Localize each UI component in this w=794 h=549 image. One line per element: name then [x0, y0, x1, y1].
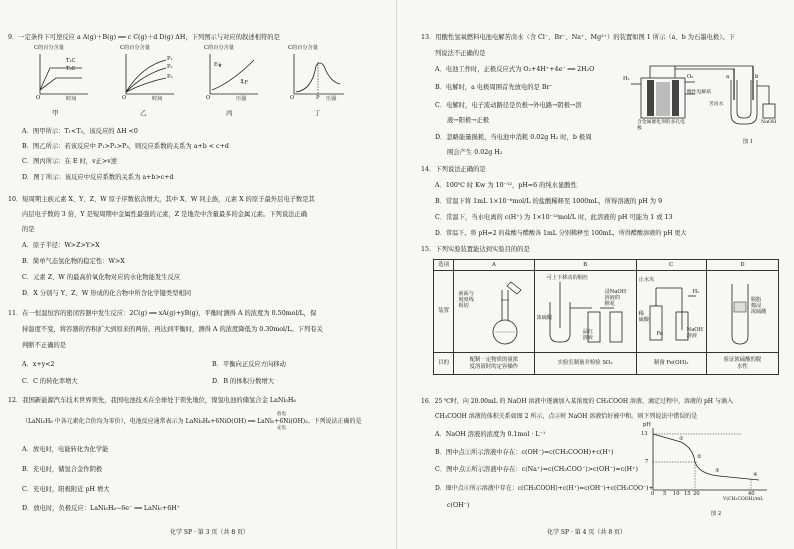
curve-label: T₁C — [66, 58, 76, 64]
table-header: B — [534, 260, 636, 271]
graph-jia-svg — [36, 52, 92, 102]
q9-option-b: B．图乙所示：若该反应中 P₁>P₂>P₃，则反应系数的关系为 a+b < c+d — [22, 143, 229, 150]
q13-option-d-cont: 围会产生 0.02g H₂ — [447, 149, 503, 156]
graph-title: C的百分含量 — [120, 45, 150, 51]
q10-stem-line: 内层电子数的 3 倍，Y 是短周期中金属性最强的元素，Z 是地壳中含量最多的金属元素。下列说法正确 — [22, 211, 308, 218]
fig2-xtick: 15 — [684, 491, 691, 497]
q16-option-d: D．图中点④所示溶液中存在：c(CH₃COOH)+c(H⁺)=c(OH⁻)+c(CH₃COO⁻)+ — [435, 485, 654, 492]
device-c-label: 硫酸 — [638, 317, 650, 323]
row-label-purpose: 目的 — [434, 353, 454, 375]
fig2-point: ④ — [753, 472, 758, 478]
q14-stem: 14．下列说法正确的是 — [421, 166, 486, 173]
q14-option-b: B．常温下将 1mL 1×10⁻⁶mol/L 的盐酸稀释至 1000mL，所得溶液的 pH 为 9 — [435, 198, 663, 205]
q9-graph-bing — [206, 44, 262, 102]
device-a-label: 刻度线 — [458, 297, 474, 303]
purpose-d — [706, 353, 778, 375]
graph-name: 丁 — [314, 109, 321, 117]
device-b-label: 溶液 — [582, 335, 593, 341]
q16-option-d-cont: c(OH⁻) — [447, 502, 470, 509]
q9-graph-jia — [36, 44, 92, 102]
graph-name: 甲 — [52, 109, 59, 117]
purpose-line: 配制一定物质的量浓 — [469, 356, 519, 363]
fig2-xlabel: V(CH₃COOH)/mL — [723, 497, 764, 502]
curve-label: P₃ — [167, 74, 173, 80]
fig1-brine: 苦卤水 — [709, 102, 724, 107]
fig2-point: ③ — [715, 468, 720, 474]
device-c-label: NaOH — [686, 327, 704, 333]
q10-stem-line: 的是 — [22, 226, 35, 233]
origin-label: O — [290, 95, 295, 101]
device-c-cell — [636, 271, 706, 353]
q10-stem-line: 10．短周期主族元素 X、Y、Z、W 原子序数依次增大，其中 X、W 同主族，元素 X 的原子最外层电子数是其 — [8, 196, 315, 203]
q11-stem-line: 判断不正确的是 — [22, 342, 67, 349]
purpose-b — [534, 353, 636, 375]
q9-graph-yi — [122, 44, 178, 102]
q11-stem-line: 11．在一恒温恒容的密闭容器中发生反应：2C(g) ══ xA(g)+yB(g)，平衡时测得 A 的浓度为 0.50mol/L，保 — [8, 310, 317, 317]
device-d-label: 棉浸 — [750, 303, 762, 309]
point-label: E+ — [214, 62, 223, 68]
q13-figure-1 — [623, 60, 783, 148]
page-footer-right: 化学 SP · 第 4 页（共 8 页） — [547, 529, 627, 536]
fig2-xtick: 5 — [663, 491, 667, 497]
graph-bing-svg — [206, 52, 262, 102]
q12-option-d: D．放电时，负极反应：LaNi₅H₆−6e⁻ ══ LaNi₅+6H⁺ — [22, 505, 181, 512]
q16-option-b: B．图中点①所示溶液中存在：c(OH⁻)=c(CH₃COOH)+c(H⁺) — [435, 449, 614, 456]
purpose-line: 验证浓硫酸的脱 — [723, 356, 762, 363]
device-c-label: 稀 — [638, 311, 644, 317]
q13-stem-line: 13．用酸性氢氧燃料电池电解苦卤水（含 Cl⁻、Br⁻、Na⁺、Mg²⁺）的装置如图 1 所示（a、b 为石墨电极）。下 — [421, 34, 735, 41]
fig1-o2: O₂ — [687, 74, 694, 80]
fig2-caption: 图 2 — [711, 511, 722, 517]
q13-option-b: B．电解时，a 电极周围首先放电的是 Br⁻ — [435, 84, 553, 91]
device-c-label: 止水夹 — [638, 277, 655, 283]
device-c-label: H₂ — [692, 289, 700, 295]
eq-label-charge: 充电 — [277, 426, 286, 431]
fig1-electrolyte: 酸性电解质 — [687, 90, 711, 95]
purpose-a — [454, 353, 534, 375]
graph-name: 丙 — [226, 109, 233, 117]
x-axis-label: 压强 — [236, 96, 247, 102]
fig1-porous-electrode: 含金属催化剂的多孔电极 — [637, 120, 685, 131]
q16-stem-line: 16．25 ℃时，向 20.00mL 的 NaOH 溶液中逐滴加入某浓度的 CH₃COOH 溶液，滴定过程中，溶液的 pH 与滴入 — [421, 398, 733, 405]
q9-option-a: A．图甲所示：T₁<T₂，该反应的 ΔH <0 — [22, 128, 138, 135]
fig2-xtick: 10 — [673, 491, 680, 497]
table-header: 选项 — [434, 260, 454, 271]
device-a-label: 相切 — [458, 303, 469, 309]
device-b-label: 品红 — [582, 329, 593, 335]
table-header: A — [454, 260, 534, 271]
fig1-naoh: NaOH — [761, 120, 777, 125]
right-page — [397, 0, 794, 549]
q13-option-a: A．电池工作时，正极反应式为 O₂+4H⁺+4e⁻ ══ 2H₂O — [435, 66, 595, 73]
fig2-ylabel: pH — [643, 422, 651, 428]
device-b-cell — [534, 271, 636, 353]
origin-label: O — [122, 95, 127, 101]
q10-option-a: A．原子半径：W>Z>Y>X — [22, 242, 100, 249]
q11-stem-line: 持温度不变，将容器的容积扩大到原来的两倍，再达到平衡时，测得 A 的浓度降低为 0.30mol/L。下列有关 — [22, 326, 323, 333]
q12-option-b: B．充电时，储氢合金作阴极 — [22, 466, 103, 473]
q11-option-c: C．C 的转化率增大 — [22, 378, 78, 385]
fig2-ymid: 7 — [645, 459, 649, 465]
fig1-h2: H₂ — [623, 76, 630, 82]
q14-option-c: C．常温下，当水电离的 c(H⁺) 为 1×10⁻¹³mol/L 时，此溶液的 pH 可能为 1 或 13 — [435, 214, 673, 221]
curve-label: T₂C — [66, 66, 76, 72]
q14-option-a: A．100℃ 时 Kw 为 10⁻¹²，pH=6 的纯水显酸性 — [435, 182, 577, 189]
device-b-label: 浸NaOH — [604, 289, 627, 295]
device-b-label: 溶液的 — [604, 295, 621, 301]
device-c-label: 溶液 — [686, 333, 698, 339]
device-a-svg — [455, 272, 531, 352]
fig2-xtick: 40 — [748, 491, 755, 497]
device-a-cell — [454, 271, 534, 353]
q11-option-a: A．x+y<2 — [22, 361, 55, 368]
purpose-c — [636, 353, 706, 375]
curve-label: P₁ — [167, 56, 173, 62]
fig1-a: a — [726, 74, 730, 80]
x-axis-label: 时间 — [152, 96, 163, 102]
purpose-line: 度溶液时的定容操作 — [469, 363, 519, 370]
q10-option-b: B．简单气态氢化物的稳定性：W>X — [22, 258, 125, 265]
fig2-xtick: 0 — [651, 491, 655, 497]
q13-stem-line: 列说法不正确的是 — [435, 50, 486, 57]
point-label: +F — [240, 80, 248, 86]
fig2-ytop: 13 — [641, 431, 648, 437]
fig1-b: b — [755, 74, 759, 80]
device-a-label: 液面与 — [458, 291, 474, 297]
device-b-label: 浓硫酸 — [536, 315, 553, 321]
q15-stem: 15．下列实验装置能达到实验目的的是 — [421, 246, 530, 253]
x-axis-label: 压强 — [326, 96, 337, 102]
table-header: C — [636, 260, 706, 271]
fig2-point: ① — [679, 436, 684, 442]
graph-title: C的百分含量 — [34, 45, 64, 51]
q9-option-d: D．图丁所示：该反应中反应系数的关系为 a+b>c+d — [22, 174, 174, 181]
origin-label: O — [206, 95, 211, 101]
table-header: D — [706, 260, 778, 271]
p-label: P — [316, 95, 320, 101]
device-c-label: Fe — [656, 331, 664, 337]
q12-option-c: C．充电时，阳极附近 pH 增大 — [22, 486, 110, 493]
q9-graph-ding — [290, 44, 348, 102]
q9-stem: 9．一定条件下可逆反应 a A(g)＋B(g) ══ c C(g)＋d D(g) ΔH，下列图示与对应的叙述相符的是 — [8, 34, 280, 41]
q16-stem-line: CH₃COOH 溶液的体积关系如图 2 所示，点②时 NaOH 溶液恰好被中和。则下列说法中错误的是 — [435, 413, 698, 420]
device-b-label: 棉花 — [604, 301, 615, 307]
device-d-label: 浓硫酸 — [750, 309, 767, 315]
q11-option-d: D．B 的体积分数增大 — [212, 378, 275, 385]
device-d-label: 脱脂 — [750, 297, 762, 303]
device-b-label: 可上下移动的铜丝 — [546, 275, 589, 281]
q16-figure-2 — [641, 424, 781, 520]
q15-table — [433, 259, 779, 375]
graph-name: 乙 — [140, 109, 147, 117]
row-label-device: 装置 — [434, 271, 454, 353]
fig1-caption: 图 1 — [743, 139, 754, 145]
q10-option-c: C．元素 Z、W 的最高价氧化物对应的水化物能发生反应 — [22, 274, 181, 281]
q13-option-c: C．电解时，电子流动路径是负极→外电路→阴极→溶 — [435, 102, 582, 109]
purpose-line: 实验室制备并检验 SO₂ — [557, 360, 613, 366]
graph-title: C的百分含量 — [204, 45, 234, 51]
q13-option-c-cont: 液→阳极→正极 — [447, 117, 490, 124]
eq-label-discharge: 放电 — [277, 412, 286, 417]
origin-label: O — [36, 95, 41, 101]
q12-option-a: A．放电时，电能转化为化学能 — [22, 446, 109, 453]
q10-option-d: D．X 分别与 Y、Z、W 形成的化合物中所含化学键类型相同 — [22, 290, 192, 297]
graph-title: C的百分含量 — [288, 45, 318, 51]
q16-option-c: C．图中点②所示溶液中存在：c(Na⁺)=c(CH₃COO⁻)>c(OH⁻)=c(H⁺) — [435, 466, 638, 473]
q14-option-d: D．常温下，将 pH=2 的盐酸与醋酸各 1mL 分别稀释至 100mL，所得醋酸溶液的 pH 更大 — [435, 230, 687, 237]
q9-option-c: C．图丙所示：在 E 时，v正>v逆 — [22, 158, 118, 165]
purpose-line: 水性 — [737, 363, 748, 370]
q16-option-a: A．NaOH 溶液的浓度为 0.1mol · L⁻¹ — [435, 431, 546, 438]
fig2-svg — [641, 424, 781, 504]
q13-option-d: D．忽略能量损耗，当电池中消耗 0.02g H₂ 时，b 极周 — [435, 134, 592, 141]
q12-stem-line: 12．我国新能源汽车技术世界领先，我国电池技术在全球处于领先地位，镍氢电池的储氢合金 LaNi₅H₆ — [8, 397, 296, 404]
fig2-xtick: 20 — [693, 491, 700, 497]
q11-option-b: B．平衡向正反应方向移动 — [212, 361, 286, 368]
q12-stem-line: （LaNi₅H₆ 中各元素化合价均为零价），电池反应通常表示为 LaNi₅H₆+6NiO(OH) ══ LaNi₅+6Ni(OH)₂。下列说法正确的是 — [22, 418, 362, 425]
fig2-point: ② — [697, 454, 702, 460]
device-d-cell — [706, 271, 778, 353]
x-axis-label: 时间 — [66, 96, 77, 102]
page-footer-left: 化学 SP · 第 3 页（共 8 页） — [170, 529, 250, 536]
purpose-line: 制备 Fe(OH)₂ — [653, 360, 689, 366]
curve-label: P₂ — [167, 64, 173, 70]
